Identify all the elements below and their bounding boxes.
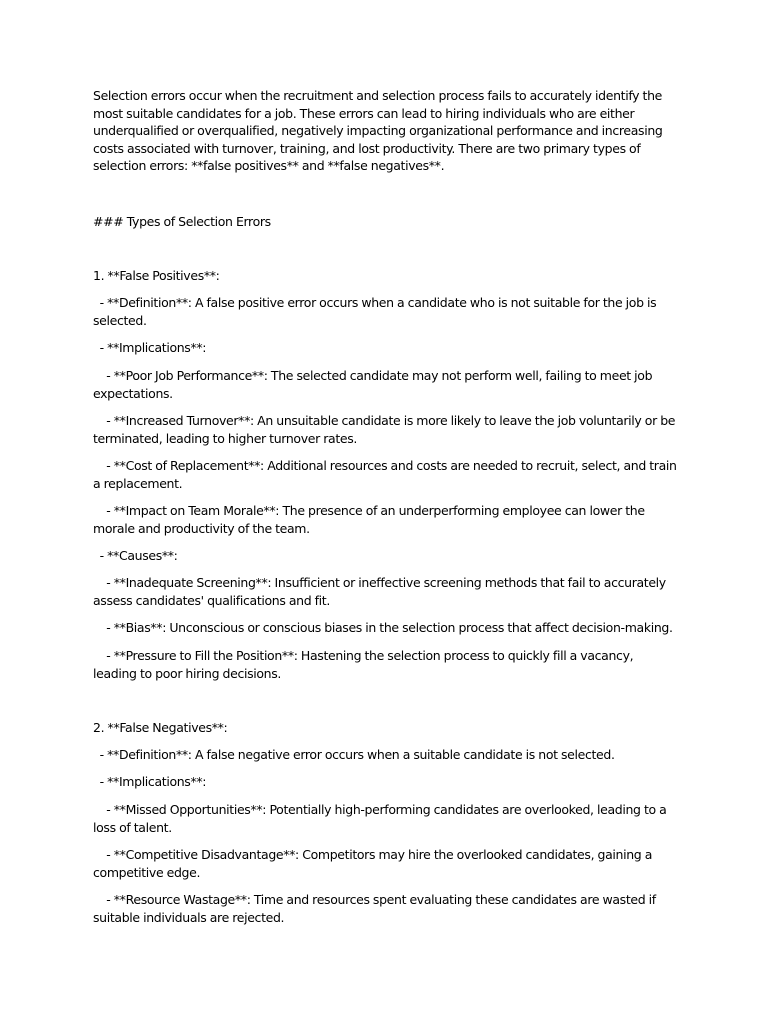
false-positives-causes-label: - **Causes**: — [93, 548, 178, 563]
false-negatives-definition: - **Definition**: A false negative error occurs when a suitable candidate is not selected. — [93, 747, 615, 762]
false-negatives-title: 2. **False Negatives**: — [93, 720, 228, 735]
implication-item: - **Poor Job Performance**: The selected candidate may not perform well, failing to meet job expectations. — [93, 368, 656, 401]
intro-paragraph: Selection errors occur when the recruitment and selection process fails to accurately identify the most suitable candidates for a job. These errors can lead to hiring individuals who are either underqualified or overqualified, negatively impacting organizational performance and increasing costs associated with turnover, training, and lost productivity. There are two primary types of selection errors: **false positives** and **false negatives**. — [93, 88, 666, 173]
cause-item: - **Bias**: Unconscious or conscious biases in the selection process that affect decision-making. — [93, 620, 673, 635]
false-positives-title: 1. **False Positives**: — [93, 268, 220, 283]
implication-item: - **Impact on Team Morale**: The presence of an underperforming employee can lower the morale and productivity of the team. — [93, 503, 648, 536]
implication-item: - **Cost of Replacement**: Additional resources and costs are needed to recruit, select, and train a replacement. — [93, 458, 680, 491]
implication-item: - **Resource Wastage**: Time and resources spent evaluating these candidates are wasted if suitable individuals are rejected. — [93, 892, 660, 925]
false-positives-definition: - **Definition**: A false positive error occurs when a candidate who is not suitable for the job is selected. — [93, 295, 660, 328]
section-heading: ### Types of Selection Errors — [93, 214, 271, 229]
false-positives-implications-label: - **Implications**: — [93, 340, 207, 355]
false-negatives-implications-label: - **Implications**: — [93, 774, 207, 789]
cause-item: - **Inadequate Screening**: Insufficient or ineffective screening methods that fail to accurately assess candidates' qualifications and fit. — [93, 575, 670, 608]
implication-item: - **Competitive Disadvantage**: Competitors may hire the overlooked candidates, gaining a competitive edge. — [93, 847, 656, 880]
implication-item: - **Increased Turnover**: An unsuitable candidate is more likely to leave the job voluntarily or be terminated, leading to higher turnover rates. — [93, 413, 679, 446]
cause-item: - **Pressure to Fill the Position**: Hastening the selection process to quickly fill a vacancy, leading to poor hiring decisions. — [93, 648, 637, 681]
implication-item: - **Missed Opportunities**: Potentially high-performing candidates are overlooked, leading to a loss of talent. — [93, 802, 670, 835]
